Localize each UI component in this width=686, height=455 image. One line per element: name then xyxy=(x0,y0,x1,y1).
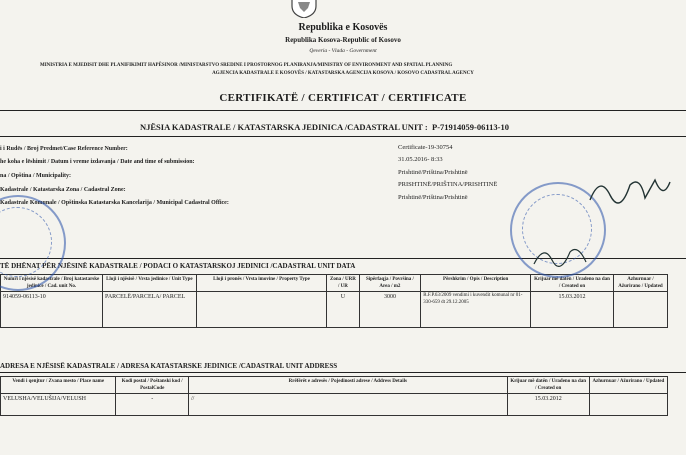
table-row xyxy=(1,394,668,416)
republic-multilingual: Republika Kosova-Republic of Kosovo xyxy=(285,36,401,44)
table-cell xyxy=(589,394,667,416)
info-value-municipality: Prishtinë/Priština/Prishtinë xyxy=(398,169,468,176)
table-cell: 3000 xyxy=(359,292,421,328)
info-label-zone: Kadastrale / Katastarska Zona / Cadastral Zone: xyxy=(0,187,126,193)
column-header: Krijuar më datën / Urađeno na dan / Created on xyxy=(507,377,589,394)
column-header: Sipërfaqja / Površina / Area / m2 xyxy=(359,275,421,292)
table-header-row xyxy=(1,377,668,394)
column-header: Vendi i qenjtur / Zvana mesto / Place name xyxy=(1,377,116,394)
column-header: Zona / URR / UR xyxy=(327,275,359,292)
certificate-title: CERTIFIKATË / CERTIFICAT / CERTIFICATE xyxy=(219,92,467,104)
unit-data-table xyxy=(0,274,668,328)
table-cell: PARCELË/PARCELA/ PARCEL xyxy=(103,292,197,328)
table-cell: 15.03.2012 xyxy=(507,394,589,416)
divider xyxy=(0,136,686,137)
table-row xyxy=(1,292,668,328)
stamp-ring xyxy=(0,207,52,277)
table-cell: - xyxy=(116,394,189,416)
column-header: Kodi postal / Poštanski kod / PostalCode xyxy=(116,377,189,394)
address-table xyxy=(0,376,668,416)
table-cell: R.F.P.63/2009 vendimi i kuvendit komunal nr 01-330-659 dt 29.12.2005 xyxy=(421,292,531,328)
divider xyxy=(0,372,686,373)
column-header: Numri i njësisë kadastrale / Broj katastarske jedinice / Cad. unit No. xyxy=(1,275,103,292)
info-value-zone: PRISHTINË/PRIŠTINA/PRISHTINË xyxy=(398,181,498,188)
signature-mark xyxy=(530,240,590,270)
ministry-line: MINISTRIA E MJEDISIT DHE PLANIFIKIMIT HAPËSINOR /MINISTARSTVO SREDINE I PROSTORNOG PLANIRANJA/MINISTRY OF ENVIRONMENT AND SPATIAL PLANNING xyxy=(40,63,453,68)
address-section-title: ADRESA E NJËSISË KADASTRALE / ADRESA KATASTARSKE JEDINICE /CADASTRAL UNIT ADDRESS xyxy=(0,362,338,370)
table-cell: 914059-06113-10 xyxy=(1,292,103,328)
column-header: Lloji i njësisë / Vrsta jedinice / Unit Type xyxy=(103,275,197,292)
divider xyxy=(0,110,686,111)
table-cell: U xyxy=(327,292,359,328)
unit-data-section-title: TË DHËNAT PËR NJËSINË KADASTRALE / PODACI O KATASTARSKOJ JEDINICI /CADASTRAL UNIT DATA xyxy=(0,262,356,270)
info-value-office: Prishtinë/Priština/Prishtinë xyxy=(398,194,468,201)
cadastral-unit-label: NJËSIA KADASTRALE / KATASTARSKA JEDINICA /CADASTRAL UNIT : xyxy=(140,122,428,132)
agency-line: AGJENCIA KADASTRALE E KOSOVËS / KATASTARSKA AGENCIJA KOSOVA / KOSOVO CADASTRAL AGENCY xyxy=(212,71,474,76)
table-cell xyxy=(196,292,327,328)
table-cell: VELUSHA/VELUŠIJA/VELUSH xyxy=(1,394,116,416)
table-cell: // xyxy=(188,394,507,416)
column-header: Lloji i pronës / Vrsta imovine / Property Type xyxy=(196,275,327,292)
table-cell: 15.03.2012 xyxy=(531,292,614,328)
column-header: Azhurnuar / Ažurirano / Updated xyxy=(589,377,667,394)
coat-of-arms-emblem xyxy=(289,0,319,18)
info-label-municipality: na / Opština / Municipality: xyxy=(0,173,72,179)
signature-mark xyxy=(585,170,675,210)
column-header: Krijuar më datën / Uradeno na dan / Created on xyxy=(531,275,614,292)
government-line: Qeveria - Vlada - Government xyxy=(309,48,377,54)
info-label-office: Kadastrale Komunale / Opštinska Katastarska Kancelarija / Municipal Cadastral Office: xyxy=(0,200,229,206)
column-header: Përshkrim / Opis / Description xyxy=(421,275,531,292)
info-label-case-ref: i i Rudës / Broj Predmet/Case Reference Number: xyxy=(0,146,128,152)
table-cell xyxy=(613,292,667,328)
republic-title: Republika e Kosovës xyxy=(298,22,388,33)
info-label-date: he koha e lëshimit / Datum i vreme izdavanja / Date and time of submission: xyxy=(0,159,195,165)
column-header: Rrëfërët e adresës / Pojedinosti adrese / Address Details xyxy=(188,377,507,394)
cadastral-unit-number: P-71914059-06113-10 xyxy=(432,122,509,132)
column-header: Azhurnuar / Ažurirano / Updated xyxy=(613,275,667,292)
info-value-case-ref: Certificate-19-30754 xyxy=(398,144,453,151)
info-value-date: 31.05.2016- 8:33 xyxy=(398,156,443,163)
